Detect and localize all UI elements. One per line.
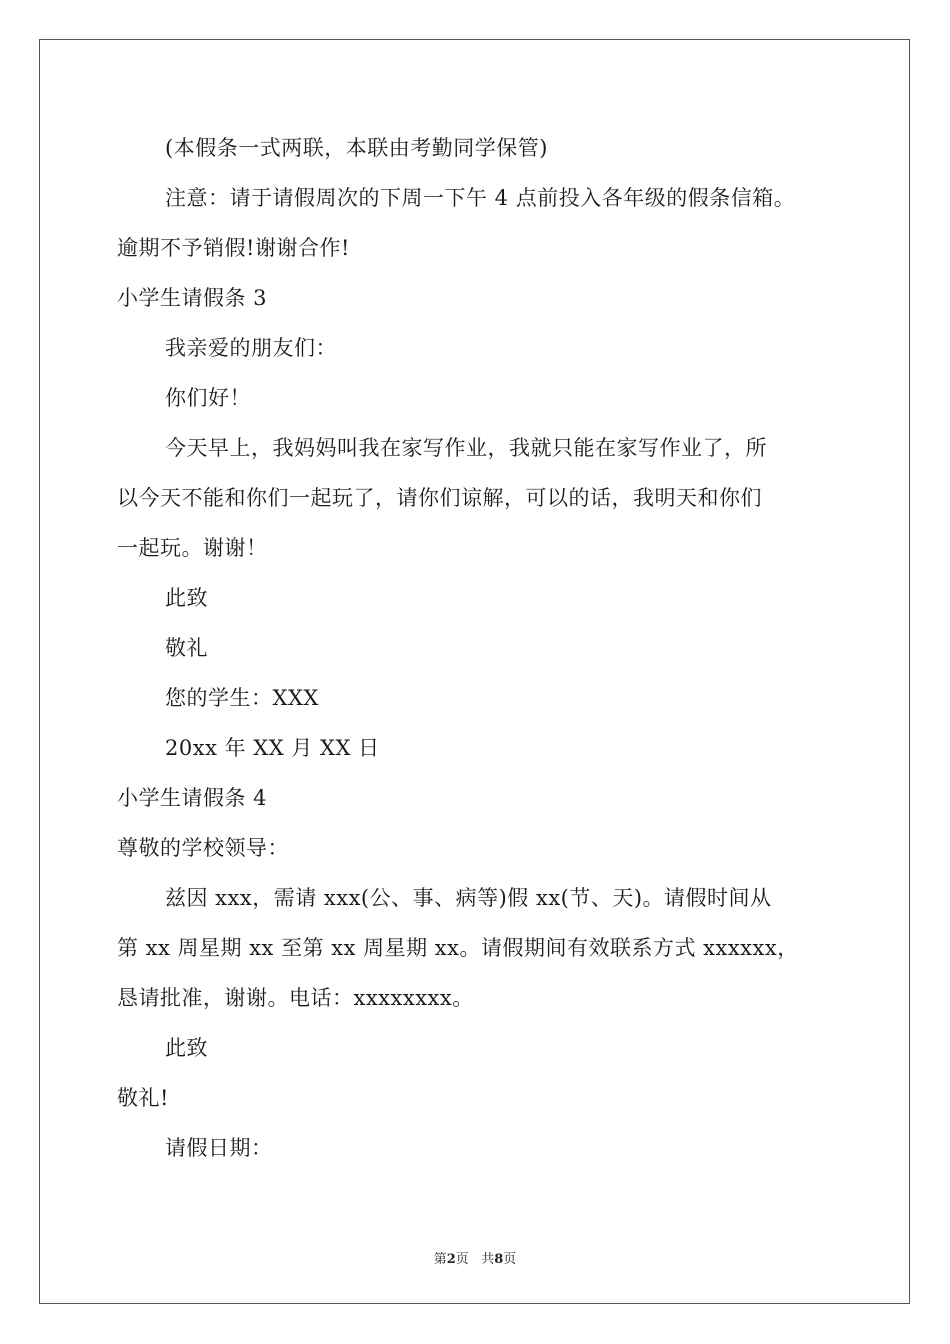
closing-jingli: 敬礼 bbox=[165, 636, 208, 660]
section-heading-4: 小学生请假条 4 bbox=[117, 786, 268, 810]
page-prefix: 第 bbox=[433, 1252, 447, 1267]
hello-line: 你们好！ bbox=[165, 386, 251, 410]
greeting-friends: 我亲爱的朋友们： bbox=[165, 336, 337, 360]
signature: 您的学生：XXX bbox=[165, 686, 319, 710]
request-line-2: 第 xx 周星期 xx 至第 xx 周星期 xx。请假期间有效联系方式 xxxxxx， bbox=[117, 936, 799, 960]
greeting-school: 尊敬的学校领导： bbox=[117, 836, 289, 860]
leave-date-label: 请假日期： bbox=[165, 1136, 273, 1160]
closing-cizhi: 此致 bbox=[165, 586, 208, 610]
closing-cizhi-2: 此致 bbox=[165, 1036, 208, 1060]
copy-note: (本假条一式两联，本联由考勤同学保管) bbox=[165, 136, 548, 160]
date-line: 20xx 年 XX 月 XX 日 bbox=[165, 736, 380, 760]
page-number: 2 bbox=[446, 1252, 456, 1267]
section-heading-3: 小学生请假条 3 bbox=[117, 286, 268, 310]
page-footer bbox=[0, 1248, 950, 1267]
body-line-1: 今天早上，我妈妈叫我在家写作业，我就只能在家写作业了，所 bbox=[165, 436, 767, 460]
body-line-3: 一起玩。谢谢！ bbox=[117, 536, 268, 560]
closing-jingli-2: 敬礼! bbox=[117, 1086, 169, 1110]
page-border bbox=[39, 39, 910, 1304]
total-suffix: 页 bbox=[503, 1252, 517, 1267]
body-line-2: 以今天不能和你们一起玩了，请你们谅解，可以的话，我明天和你们 bbox=[117, 486, 762, 510]
notice-line-2: 逾期不予销假!谢谢合作! bbox=[117, 236, 350, 260]
notice-line-1: 注意：请于请假周次的下周一下午 4 点前投入各年级的假条信箱。 bbox=[165, 186, 796, 210]
request-line-3: 恳请批准，谢谢。电话：xxxxxxxx。 bbox=[117, 986, 474, 1010]
total-pages: 8 bbox=[494, 1252, 504, 1267]
total-prefix: 共 bbox=[481, 1252, 495, 1267]
page-suffix: 页 bbox=[455, 1252, 469, 1267]
request-line-1: 兹因 xxx，需请 xxx(公、事、病等)假 xx(节、天)。请假时间从 bbox=[165, 886, 772, 910]
